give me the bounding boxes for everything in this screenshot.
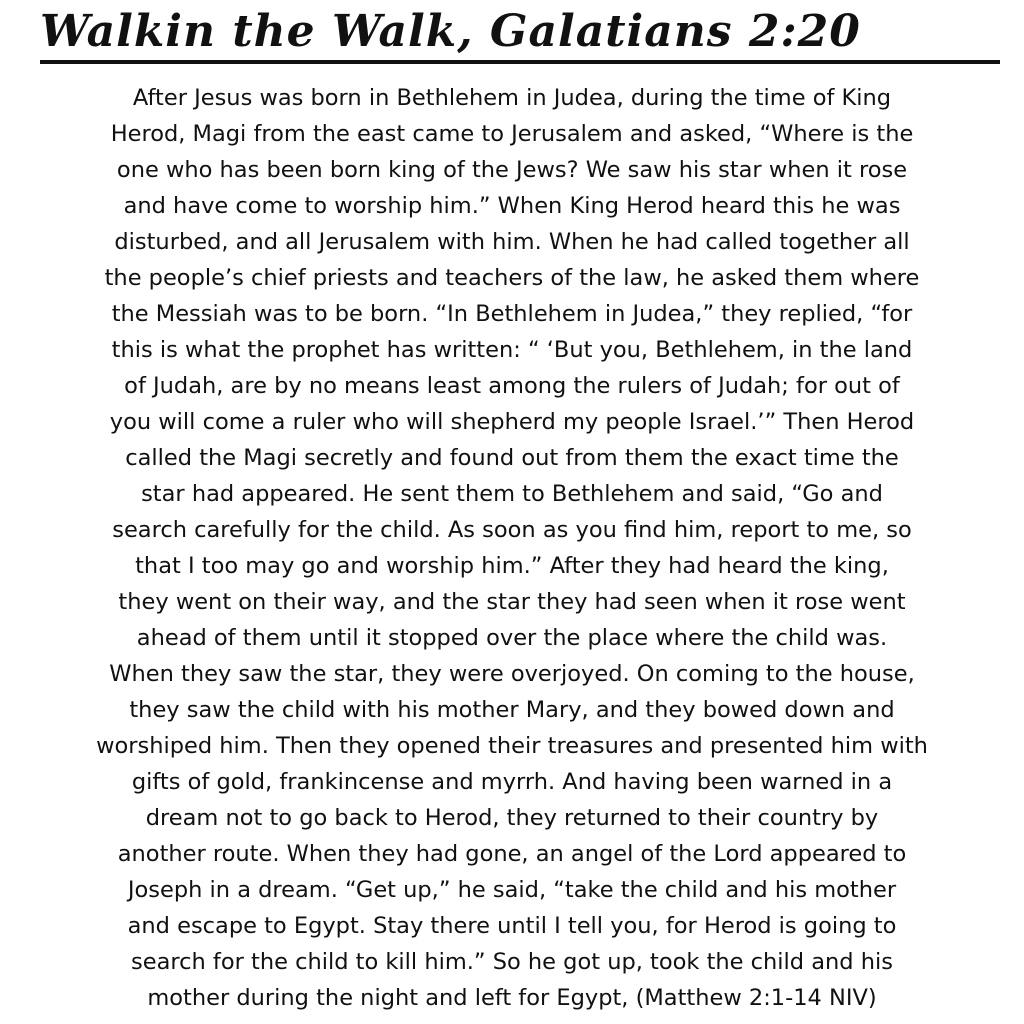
passage-line: you will come a ruler who will shepherd my people Israel.’” Then Herod [109, 409, 915, 435]
title-underline [40, 60, 1000, 64]
passage-line: one who has been born king of the Jews? We saw his star when it rose [116, 157, 908, 183]
page-title: Walkin the Walk, Galatians 2:20 [40, 6, 861, 57]
passage-line: search carefully for the child. As soon as you find him, report to me, so [112, 517, 912, 543]
scripture-passage [30, 80, 994, 1016]
passage-line: ahead of them until it stopped over the place where the child was. [136, 625, 888, 651]
passage-line: called the Magi secretly and found out from them the exact time the [125, 445, 899, 471]
passage-line: they saw the child with his mother Mary, and they bowed down and [129, 697, 895, 723]
passage-line: the people’s chief priests and teachers of the law, he asked them where [104, 265, 920, 291]
passage-line: they went on their way, and the star they had seen when it rose went [118, 589, 906, 615]
passage-line: another route. When they had gone, an angel of the Lord appeared to [117, 841, 907, 867]
passage-line: the Messiah was to be born. “In Bethlehem in Judea,” they replied, “for [111, 301, 913, 327]
passage-line: that I too may go and worship him.” After they had heard the king, [135, 553, 889, 579]
passage-line: Herod, Magi from the east came to Jerusalem and asked, “Where is the [110, 121, 914, 147]
passage-line: When they saw the star, they were overjoyed. On coming to the house, [109, 661, 915, 687]
passage-line: gifts of gold, frankincense and myrrh. And having been warned in a [131, 769, 893, 795]
passage-line: mother during the night and left for Egypt, (Matthew 2:1-14 NIV) [147, 985, 877, 1011]
passage-line: star had appeared. He sent them to Bethlehem and said, “Go and [141, 481, 883, 507]
passage-line: Joseph in a dream. “Get up,” he said, “take the child and his mother [127, 877, 897, 903]
passage-line: disturbed, and all Jerusalem with him. When he had called together all [114, 229, 910, 255]
passage-line: and have come to worship him.” When King Herod heard this he was [123, 193, 901, 219]
passage-line: and escape to Egypt. Stay there until I tell you, for Herod is going to [127, 913, 897, 939]
passage-line: search for the child to kill him.” So he got up, took the child and his [131, 949, 893, 975]
passage-line: worshiped him. Then they opened their treasures and presented him with [96, 733, 928, 759]
passage-line: of Judah, are by no means least among the rulers of Judah; for out of [124, 373, 900, 399]
passage-line: dream not to go back to Herod, they returned to their country by [145, 805, 879, 831]
passage-line: After Jesus was born in Bethlehem in Judea, during the time of King [132, 85, 892, 111]
passage-line: this is what the prophet has written: “ ‘But you, Bethlehem, in the land [111, 337, 913, 363]
